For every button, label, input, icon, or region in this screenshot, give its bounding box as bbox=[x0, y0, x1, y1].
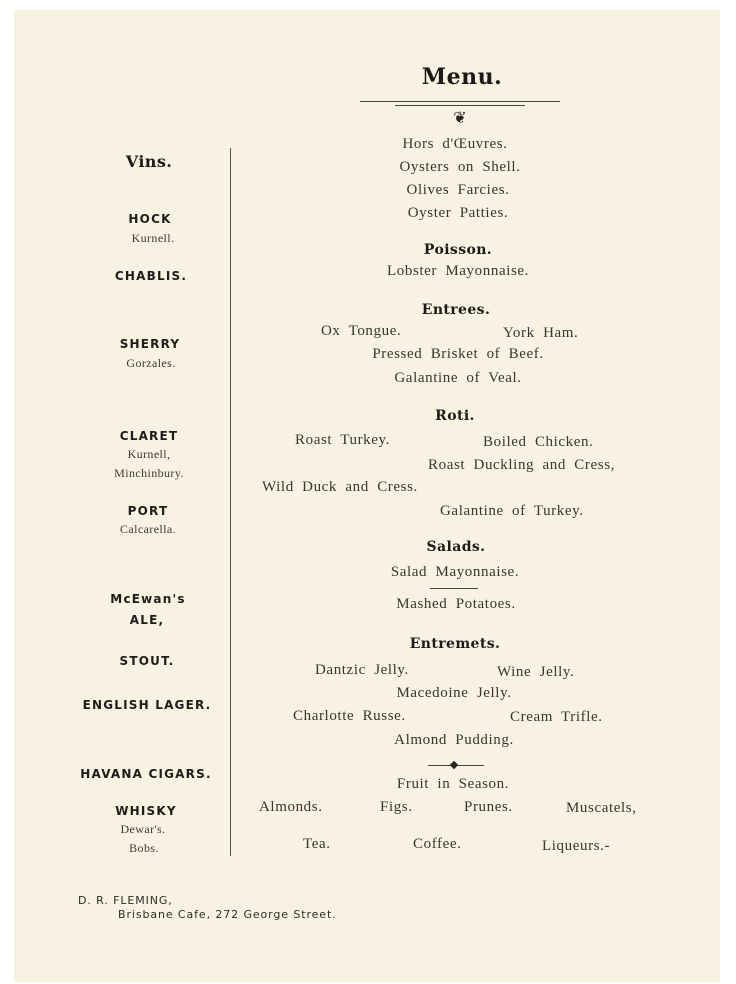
title-rule bbox=[360, 101, 560, 102]
menu-item: Cream Trifle. bbox=[510, 709, 603, 725]
drink-origin: Bobs. bbox=[129, 841, 159, 855]
wine-origin: Kurnell. bbox=[131, 231, 175, 245]
menu-item: Fruit in Season. bbox=[396, 776, 510, 792]
wine-name: CHABLIS. bbox=[114, 269, 188, 283]
menu-item: Macedoine Jelly. bbox=[396, 685, 512, 701]
drink-name: ENGLISH LAGER. bbox=[82, 698, 212, 712]
roti-heading: Roti. bbox=[435, 408, 475, 424]
menu-item: Almond Pudding. bbox=[394, 732, 514, 748]
menu-item: Boiled Chicken. bbox=[483, 434, 594, 450]
menu-item: Galantine of Turkey. bbox=[440, 503, 584, 519]
drink-name: McEwan's bbox=[110, 592, 186, 606]
menu-item: Tea. bbox=[303, 836, 331, 852]
drink-origin: Dewar's. bbox=[120, 822, 166, 836]
menu-item: Lobster Mayonnaise. bbox=[386, 263, 530, 279]
salads-heading: Salads. bbox=[426, 539, 486, 555]
menu-item: Mashed Potatoes. bbox=[396, 596, 516, 612]
drink-name: HAVANA CIGARS. bbox=[80, 767, 212, 781]
wine-origin: Kurnell, bbox=[127, 447, 171, 461]
entrees-heading: Entrees. bbox=[421, 302, 491, 318]
salad-rule bbox=[430, 588, 478, 589]
drink-name: ALE, bbox=[129, 613, 165, 627]
wine-origin: Minchinbury. bbox=[114, 466, 184, 480]
drink-name: WHISKY bbox=[115, 804, 177, 818]
menu-item: Almonds. bbox=[259, 799, 323, 815]
menu-item: Oyster Patties. bbox=[407, 205, 509, 221]
poisson-heading: Poisson. bbox=[423, 242, 493, 258]
menu-item: Wild Duck and Cress. bbox=[262, 479, 418, 495]
wine-origin: Gorzales. bbox=[126, 356, 176, 370]
menu-item: Wine Jelly. bbox=[497, 664, 575, 680]
menu-item: Galantine of Veal. bbox=[394, 370, 522, 386]
menu-item: Coffee. bbox=[413, 836, 462, 852]
hors-heading: Hors d'Œuvres. bbox=[402, 136, 508, 152]
footer-address: Brisbane Cafe, 272 George Street. bbox=[118, 908, 337, 921]
menu-item: Ox Tongue. bbox=[321, 323, 402, 339]
menu-item: Roast Duckling and Cress, bbox=[428, 457, 615, 473]
menu-item: York Ham. bbox=[503, 325, 579, 341]
vins-heading: Vins. bbox=[125, 152, 173, 171]
menu-item: Dantzic Jelly. bbox=[315, 662, 409, 678]
menu-item: Charlotte Russe. bbox=[293, 708, 406, 724]
menu-item: Pressed Brisket of Beef. bbox=[372, 346, 544, 362]
wine-name: CLARET bbox=[119, 429, 179, 443]
entremets-heading: Entremets. bbox=[409, 636, 501, 652]
drink-name: STOUT. bbox=[119, 654, 175, 668]
footer-name: D. R. FLEMING, bbox=[78, 894, 173, 907]
menu-item: Salad Mayonnaise. bbox=[390, 564, 520, 580]
ornament-icon: ❦ bbox=[453, 108, 467, 127]
menu-item: Muscatels, bbox=[566, 800, 637, 816]
menu-item: Oysters on Shell. bbox=[399, 159, 521, 175]
menu-item: Prunes. bbox=[464, 799, 513, 815]
wine-name: HOCK bbox=[128, 212, 172, 226]
menu-item: Liqueurs.- bbox=[542, 838, 611, 854]
wine-origin: Calcarella. bbox=[119, 522, 177, 536]
menu-item: Roast Turkey. bbox=[295, 432, 391, 448]
menu-item: Figs. bbox=[380, 799, 413, 815]
title-rule-thin bbox=[395, 105, 525, 106]
wine-name: PORT bbox=[127, 504, 169, 518]
menu-item: Olives Farcies. bbox=[406, 182, 510, 198]
column-divider bbox=[230, 148, 231, 856]
wine-name: SHERRY bbox=[119, 337, 181, 351]
menu-title: Menu. bbox=[421, 64, 503, 90]
